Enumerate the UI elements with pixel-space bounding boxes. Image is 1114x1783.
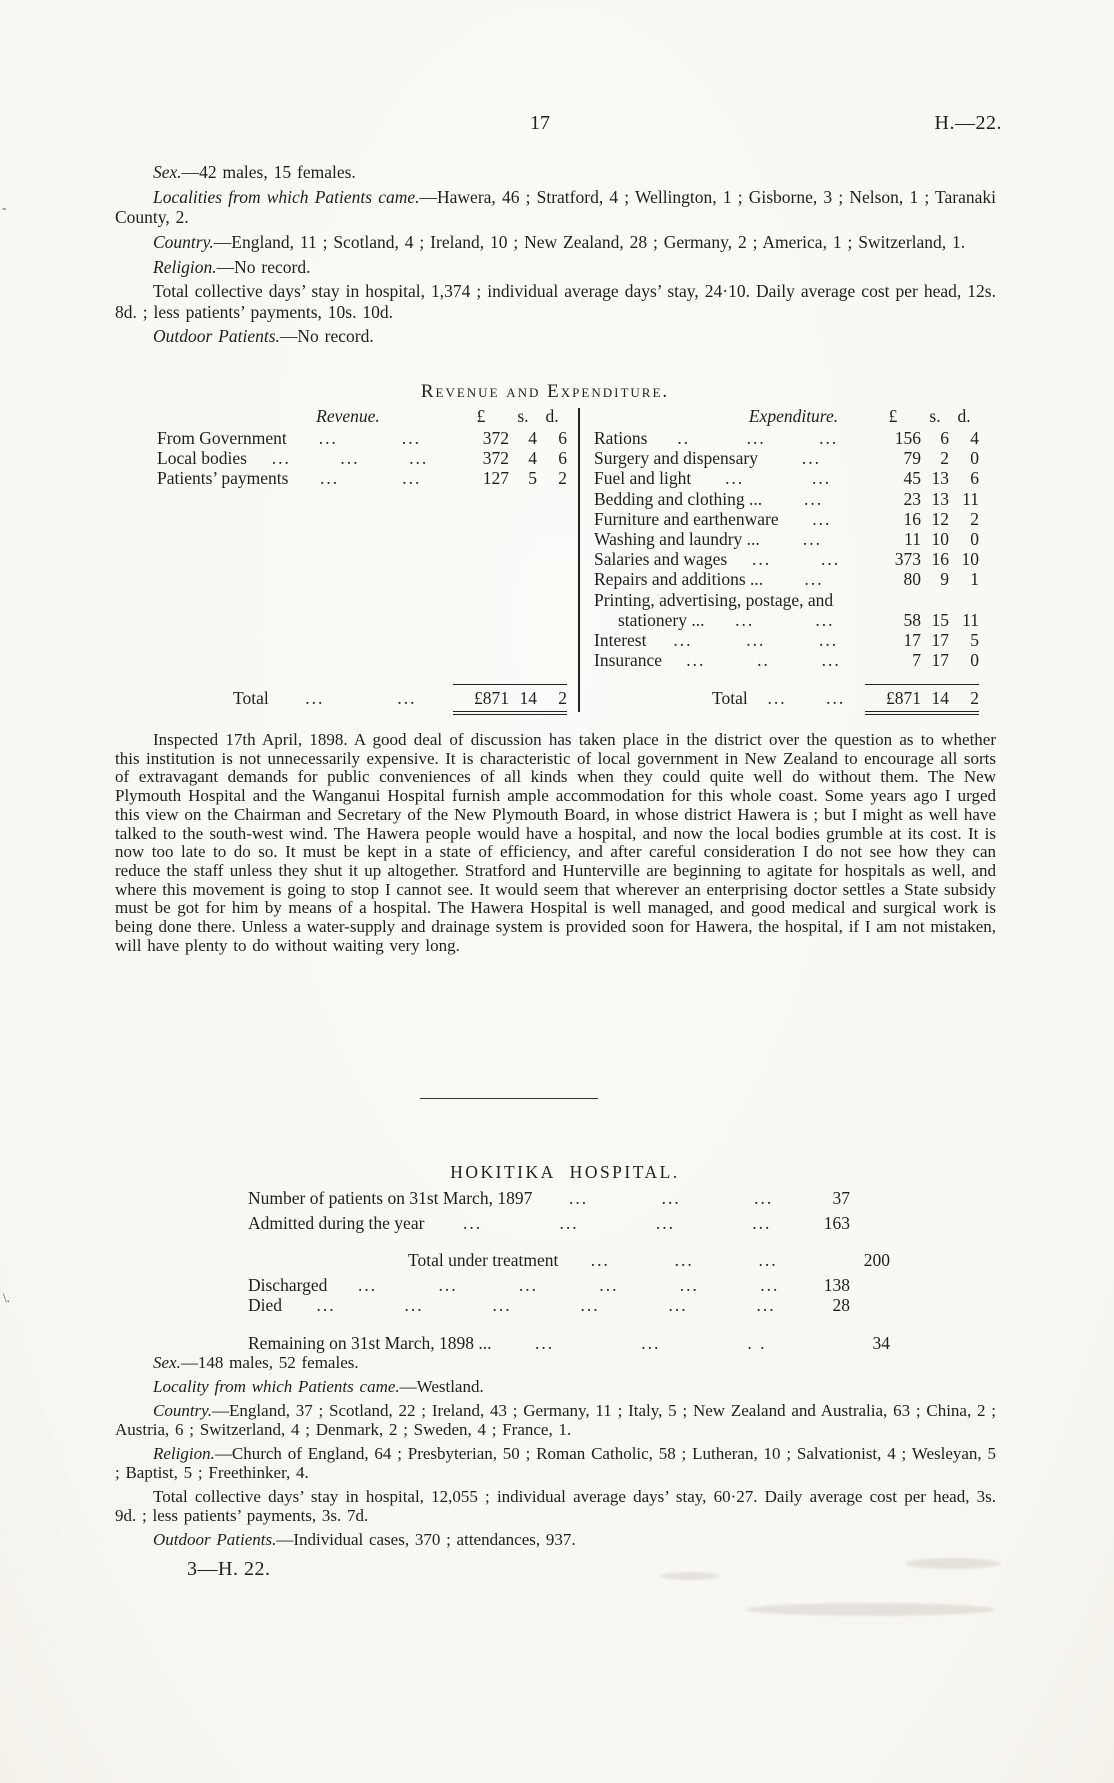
scan-artifact-smudge [905,1558,1000,1569]
religion-line: Religion.—Church of England, 64 ; Presbyterian, 50 ; Roman Catholic, 58 ; Lutheran, 10 ; Salvationist, 4 ; Wesleyan, 5 ; Baptist, 5 ; Freethinker, 4. [115,1444,996,1482]
table-row: Died ... ... ... ... ... ... 28 [248,1295,851,1315]
leader-dots: . . [747,1333,767,1353]
leader-dots: ... [518,1275,539,1295]
localities-line: Localities from which Patients came.—Hawera, 46 ; Stratford, 4 ; Wellington, 1 ; Gisborne, 3 ; Nelson, 1 ; Taranaki County, 2. [115,186,996,227]
leader-dots: .. [757,650,770,671]
leader-dots: ... [340,448,360,469]
leader-dots: ... [686,650,706,671]
table-column-divider [578,408,580,712]
outdoor-label: Outdoor Patients. [153,326,280,347]
locality-line: Locality from which Patients came.—Westland. [153,1377,484,1396]
expenditure-header: Expenditure. [748,406,839,426]
table-row: Admitted during the year ... ... ... ... 163 [248,1213,850,1233]
leader-dots: ... [492,1295,512,1315]
leader-dots: ... [820,549,841,570]
leader-dots: ... [802,528,822,549]
revenue-total-row [115,684,567,724]
leader-dots: ... [401,428,421,448]
scan-artifact-margin-mark: \. [3,1290,10,1305]
pence-header: d. [957,406,971,426]
table-row: Rations .. ... ... 156 6 4 [594,428,979,448]
revenue-header: Revenue. [316,406,380,426]
leader-dots: ... [804,488,824,509]
leader-dots: ... [746,428,766,448]
leader-dots: ... [358,1275,378,1295]
outdoor-line: Outdoor Patients.—Individual cases, 370 ; attendances, 937. [153,1530,576,1549]
revenue-expenditure-title: Revenue and Expenditure. [420,381,670,402]
leader-dots: ... [318,428,338,448]
locality-label: Locality from which Patients came. [153,1377,400,1396]
inspection-report-paragraph: Inspected 17th April, 1898. A good deal of discussion has taken place in the district over the question as to whether this institution is not unnecessarily expensive. It is characteristic of local government in New Zealand to encourage all sorts of extravagant demands for public conveniences of all kinds when they could quite well do without them. The New Plymouth Hospital and the Wanganui Hospital furnish ample accommodation for this whole coast. Some years ago I urged this view on the Chairman and Secretary of the New Plymouth Board, in whose district Hawera is ; but I might as well have talked to the south-west wind. The Hawera people would have a hospital, and now the local bodies grumble at its cost. It is now too late to do so. It must be kept in a state of efficiency, and after careful consideration I do not see how they can reduce the staff unless they shut it up altogether. Stratford and Hunterville are beginning to agitate for hospitals as well, and where this movement is going to stop I cannot see. It would seem that wherever an enterprising doctor settles a State subsidy must be got for him by means of a hospital. The Hawera Hospital is well managed, and good medical and surgical work is being done there. Unless a water-supply and drainage system is provided soon for Hawera, the hospital, if I am not mistaken, will have plenty to do without waiting very long. [115,730,996,955]
table-row: Discharged ... ... ... ... ... ... 138 [248,1275,850,1295]
leader-dots: ... [397,688,417,708]
document-reference: H.—22. [934,112,1002,134]
table-row: Bedding and clothing ... ... 23 13 11 [594,488,979,509]
leader-dots: ... [535,1333,555,1353]
expenditure-total-amount: £871 14 2 [865,684,979,715]
leader-dots: ... [559,1213,579,1233]
leader-dots: ... [668,1295,688,1315]
table-row: Surgery and dispensary ... 79 2 0 [594,448,979,469]
revenue-expenditure-table [115,406,996,724]
table-row: Fuel and light ... ... 45 13 6 [594,468,979,489]
hokitika-summary-section [115,1353,996,1554]
leader-dots: ... [815,609,835,630]
table-row: Printing, advertising, postage, and [594,589,834,610]
leader-dots: ... [319,468,340,489]
pounds-header: £ [476,406,486,426]
country-line: Country.—England, 37 ; Scotland, 22 ; Ireland, 43 ; Germany, 11 ; Italy, 5 ; New Zealand and Australia, 63 ; China, 2 ; Austria, 6 ; Switzerland, 4 ; Denmark, 2 ; Sweden, 4 ; France, 1. [115,1401,996,1439]
scan-artifact-smudge [745,1603,995,1616]
leader-dots: ... [599,1275,619,1295]
sex-label: Sex. [153,1353,181,1372]
table-row: Patients’ payments ... ... 127 5 2 [157,468,568,489]
shillings-header: s. [517,406,529,426]
leader-dots: ... [725,468,745,489]
leader-dots: ... [767,688,787,708]
table-row: Remaining on 31st March, 1898 ... ... ... . . 34 [248,1333,890,1353]
localities-label: Localities from which Patients came. [153,186,420,207]
leader-dots: ... [760,1275,780,1295]
pence-header: d. [545,406,559,426]
expenditure-column [594,406,979,724]
leader-dots: ... [756,1295,776,1315]
leader-dots: ... [463,1213,483,1233]
leader-dots: ... [801,448,822,469]
leader-dots: ... [661,1188,681,1208]
leader-dots: ... [754,1188,774,1208]
stay-line: Total collective days’ stay in hospital, 1,374 ; individual average days’ stay, 24·10. Daily average cost per head, 12s. 8d. ; less patients’ payments, 10s. 10d. [115,281,996,322]
table-row: Local bodies ... ... ... 372 4 6 [157,448,568,469]
scan-artifact-margin-dash: - [2,200,7,215]
religion-label: Religion. [153,1444,215,1463]
leader-dots: ... [438,1275,458,1295]
pounds-header: £ [888,406,898,426]
hokitika-statistics-table [248,1188,890,1358]
leader-dots: ... [590,1250,610,1270]
leader-dots: ... [819,428,839,448]
sex-line: Sex.—42 males, 15 females. [153,162,356,182]
table-row: Insurance ... .. ... 7 17 0 [594,650,979,671]
religion-label: Religion. [153,256,217,277]
leader-dots: ... [641,1333,661,1353]
leader-dots: ... [305,688,325,708]
table-row: Furniture and earthenware ... 16 12 2 [594,508,979,529]
leader-dots: ... [409,448,429,469]
expenditure-header-row [594,406,979,428]
table-row: Interest ... ... ... 17 17 5 [594,629,980,650]
religion-line: Religion.—No record. [153,256,311,277]
leader-dots: ... [746,629,766,650]
leader-dots: ... [811,468,832,489]
scan-artifact-smudge [660,1572,720,1580]
leader-dots: ... [674,1250,694,1270]
table-row: Number of patients on 31st March, 1897 ... ... ... 37 [248,1188,851,1208]
page-number: 17 [530,112,550,134]
leader-dots: .. [677,428,691,448]
hokitika-section-title: HOKITIKA HOSPITAL. [450,1162,680,1182]
table-row: Salaries and wages ... ... 373 16 10 [594,549,979,570]
revenue-total-amount: £871 14 2 [453,684,567,715]
leader-dots: ... [752,1213,772,1233]
leader-dots: ... [812,508,832,529]
country-line: Country.—England, 11 ; Scotland, 4 ; Ireland, 10 ; New Zealand, 28 ; Germany, 2 ; America, 1 ; Switzerland, 1. [153,231,966,252]
leader-dots: ... [826,688,846,708]
hawera-summary-section [115,162,996,351]
leader-dots: ... [752,549,772,570]
table-row: stationery ... ... ... 58 15 11 [618,609,980,630]
revenue-column [115,406,567,724]
leader-dots: ... [271,448,291,469]
imprint-footer: 3—H. 22. [187,1558,271,1580]
leader-dots: ... [735,609,755,630]
section-divider-rule [420,1098,598,1099]
leader-dots: ... [655,1213,675,1233]
leader-dots: ... [821,650,841,671]
leader-dots: ... [402,468,422,489]
total-label: Total [233,688,269,708]
country-label: Country. [153,1401,213,1420]
outdoor-line: Outdoor Patients.—No record. [153,326,374,347]
total-label: Total [712,688,748,708]
revenue-header-row [115,406,567,428]
table-row: Washing and laundry ... ... 11 10 0 [594,528,979,549]
leader-dots: ... [673,629,693,650]
leader-dots: ... [404,1295,424,1315]
expenditure-total-row [594,684,979,724]
table-row: Repairs and additions ... ... 80 9 1 [594,569,979,590]
table-row: Total under treatment ... ... ... 200 [408,1250,891,1270]
leader-dots: ... [580,1295,600,1315]
leader-dots: ... [758,1250,778,1270]
leader-dots: ... [316,1295,336,1315]
sex-line: Sex.—148 males, 52 females. [153,1353,359,1372]
leader-dots: ... [569,1188,589,1208]
leader-dots: ... [679,1275,699,1295]
country-label: Country. [153,231,214,252]
leader-dots: ... [819,629,839,650]
stay-line: Total collective days’ stay in hospital, 12,055 ; individual average days’ stay, 60·27. Daily average cost per head, 3s. 9d. ; less patients’ payments, 3s. 7d. [115,1487,996,1525]
leader-dots: ... [804,569,824,590]
outdoor-label: Outdoor Patients. [153,1530,277,1549]
sex-label: Sex. [153,162,182,182]
shillings-header: s. [929,406,941,426]
table-row: From Government ... ... 372 4 6 [157,428,567,448]
